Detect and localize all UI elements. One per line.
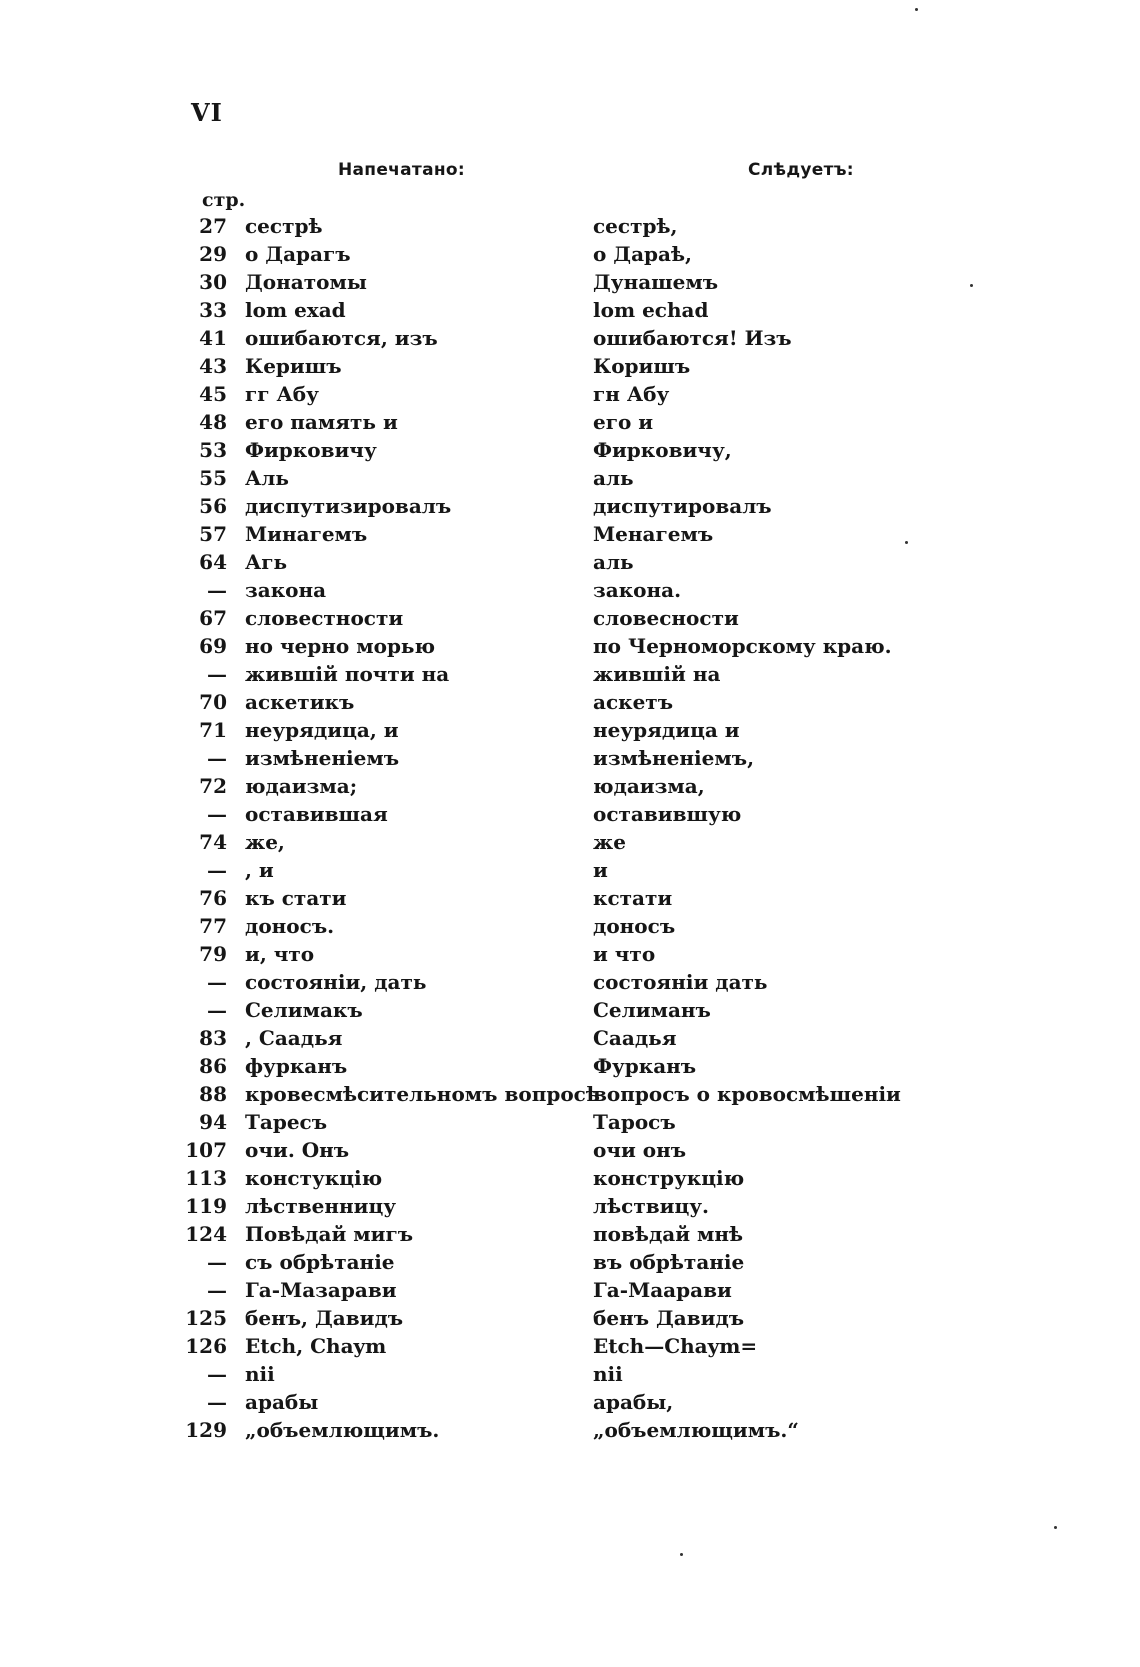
page-ref: 55 bbox=[199, 466, 227, 490]
printed-text: юдаизма; bbox=[245, 774, 358, 798]
printed-text: Фирковичу bbox=[245, 438, 377, 462]
correct-text: измѣненіемъ, bbox=[593, 746, 755, 770]
errata-row bbox=[0, 1164, 1140, 1192]
correct-text: закона. bbox=[593, 578, 682, 602]
page-number: VI bbox=[191, 98, 223, 127]
correct-text: его и bbox=[593, 410, 654, 434]
page-ref: 125 bbox=[185, 1306, 227, 1330]
correct-text: Фурканъ bbox=[593, 1054, 697, 1078]
printed-text: аскетикъ bbox=[245, 690, 355, 714]
correct-text: жившій на bbox=[593, 662, 721, 686]
correct-text: лѣствицу. bbox=[593, 1194, 710, 1218]
correct-text: и bbox=[593, 858, 608, 882]
correct-text: аль bbox=[593, 466, 634, 490]
printed-text: Донатомы bbox=[245, 270, 367, 294]
correct-text: Фирковичу, bbox=[593, 438, 732, 462]
correct-text: аль bbox=[593, 550, 634, 574]
page-ref: 72 bbox=[199, 774, 227, 798]
printed-text: закона bbox=[245, 578, 327, 602]
printed-text: Керишъ bbox=[245, 354, 342, 378]
page-ref: 129 bbox=[185, 1418, 227, 1442]
printed-text: о Дарагъ bbox=[245, 242, 351, 266]
errata-row bbox=[0, 912, 1140, 940]
printed-text: lom exad bbox=[245, 298, 346, 322]
errata-row bbox=[0, 604, 1140, 632]
page-ref: 56 bbox=[199, 494, 227, 518]
errata-row bbox=[0, 660, 1140, 688]
page-ref: 126 bbox=[185, 1334, 227, 1358]
page-ref: 29 bbox=[199, 242, 227, 266]
errata-row bbox=[0, 240, 1140, 268]
correct-text: сестрѣ, bbox=[593, 214, 678, 238]
errata-row bbox=[0, 520, 1140, 548]
errata-row bbox=[0, 492, 1140, 520]
correct-text: словесности bbox=[593, 606, 739, 630]
printed-text: гг Абу bbox=[245, 382, 319, 406]
errata-row bbox=[0, 1304, 1140, 1332]
page-ref: — bbox=[207, 970, 227, 994]
correct-text: въ обрѣтаніе bbox=[593, 1250, 745, 1274]
printed-text: арабы bbox=[245, 1390, 319, 1414]
page-ref: — bbox=[207, 998, 227, 1022]
errata-row bbox=[0, 576, 1140, 604]
correct-text: lom echad bbox=[593, 298, 709, 322]
errata-row bbox=[0, 1248, 1140, 1276]
printed-text: сестрѣ bbox=[245, 214, 323, 238]
correct-text: по Черноморскому краю. bbox=[593, 634, 892, 658]
page-ref: 43 bbox=[199, 354, 227, 378]
page-ref: — bbox=[207, 802, 227, 826]
errata-row bbox=[0, 352, 1140, 380]
errata-row bbox=[0, 1192, 1140, 1220]
errata-row bbox=[0, 996, 1140, 1024]
correct-text: состояніи дать bbox=[593, 970, 768, 994]
printed-text: , Саадья bbox=[245, 1026, 343, 1050]
errata-row bbox=[0, 1080, 1140, 1108]
page-ref: 69 bbox=[199, 634, 227, 658]
errata-row bbox=[0, 408, 1140, 436]
errata-row bbox=[0, 968, 1140, 996]
correct-text: арабы, bbox=[593, 1390, 674, 1414]
correct-text: же bbox=[593, 830, 626, 854]
printed-text: къ стати bbox=[245, 886, 347, 910]
printed-text: Etch, Chaym bbox=[245, 1334, 387, 1358]
printed-text: очи. Онъ bbox=[245, 1138, 350, 1162]
printed-text: диспутизировалъ bbox=[245, 494, 452, 518]
printed-text: измѣненіемъ bbox=[245, 746, 400, 770]
errata-row bbox=[0, 1276, 1140, 1304]
correct-text: Га-Маарави bbox=[593, 1278, 732, 1302]
page-ref: 71 bbox=[199, 718, 227, 742]
printed-column-header: Напечатано: bbox=[338, 160, 465, 180]
page-ref: 124 bbox=[185, 1222, 227, 1246]
correct-text: гн Абу bbox=[593, 382, 670, 406]
errata-row bbox=[0, 744, 1140, 772]
correct-text: аскетъ bbox=[593, 690, 674, 714]
correct-text: nii bbox=[593, 1362, 623, 1386]
page-ref: 64 bbox=[199, 550, 227, 574]
errata-row bbox=[0, 436, 1140, 464]
print-speck bbox=[915, 8, 918, 11]
correct-text: повѣдай мнѣ bbox=[593, 1222, 744, 1246]
printed-text: доносъ. bbox=[245, 914, 335, 938]
errata-row bbox=[0, 716, 1140, 744]
page-ref: 119 bbox=[185, 1194, 227, 1218]
errata-row bbox=[0, 1360, 1140, 1388]
page-ref: 107 bbox=[185, 1138, 227, 1162]
printed-text: Га-Мазарави bbox=[245, 1278, 397, 1302]
errata-row bbox=[0, 1332, 1140, 1360]
errata-row bbox=[0, 1024, 1140, 1052]
correct-text: и что bbox=[593, 942, 656, 966]
page-ref: — bbox=[207, 1362, 227, 1386]
correct-text: кстати bbox=[593, 886, 673, 910]
errata-row bbox=[0, 1416, 1140, 1444]
errata-row bbox=[0, 800, 1140, 828]
printed-text: и, что bbox=[245, 942, 315, 966]
errata-row bbox=[0, 212, 1140, 240]
page-ref: — bbox=[207, 1278, 227, 1302]
page-ref: — bbox=[207, 858, 227, 882]
page-ref: 57 bbox=[199, 522, 227, 546]
page-ref: 27 bbox=[199, 214, 227, 238]
printed-text: Таресъ bbox=[245, 1110, 328, 1134]
page-ref: 88 bbox=[199, 1082, 227, 1106]
correct-text: диспутировалъ bbox=[593, 494, 772, 518]
errata-row bbox=[0, 632, 1140, 660]
printed-text: же, bbox=[245, 830, 285, 854]
correct-text: бенъ Давидъ bbox=[593, 1306, 745, 1330]
printed-text: Повѣдай мигъ bbox=[245, 1222, 414, 1246]
printed-text: неурядица, и bbox=[245, 718, 399, 742]
errata-row bbox=[0, 464, 1140, 492]
page-ref: 113 bbox=[185, 1166, 227, 1190]
page-ref: 41 bbox=[199, 326, 227, 350]
errata-row bbox=[0, 772, 1140, 800]
printed-text: nii bbox=[245, 1362, 275, 1386]
page-ref: 53 bbox=[199, 438, 227, 462]
correct-text: Коришъ bbox=[593, 354, 691, 378]
print-speck bbox=[970, 284, 973, 287]
correct-text: очи онъ bbox=[593, 1138, 687, 1162]
correct-text: ошибаются! Изъ bbox=[593, 326, 792, 350]
page-ref: — bbox=[207, 662, 227, 686]
page-ref: — bbox=[207, 746, 227, 770]
page-ref: 33 bbox=[199, 298, 227, 322]
printed-text: состояніи, дать bbox=[245, 970, 427, 994]
errata-row bbox=[0, 1388, 1140, 1416]
print-speck bbox=[1054, 1526, 1057, 1529]
correct-text: доносъ bbox=[593, 914, 676, 938]
correct-text: Селиманъ bbox=[593, 998, 711, 1022]
printed-text: словестности bbox=[245, 606, 404, 630]
page-ref: — bbox=[207, 1390, 227, 1414]
page-ref: 77 bbox=[199, 914, 227, 938]
page-ref: 67 bbox=[199, 606, 227, 630]
page-ref: 74 bbox=[199, 830, 227, 854]
printed-text: , и bbox=[245, 858, 274, 882]
correct-text: Менагемъ bbox=[593, 522, 714, 546]
errata-row bbox=[0, 324, 1140, 352]
page-ref: 94 bbox=[199, 1110, 227, 1134]
printed-text: Агь bbox=[245, 550, 288, 574]
page-ref: — bbox=[207, 578, 227, 602]
errata-table bbox=[0, 212, 1140, 1444]
errata-row bbox=[0, 884, 1140, 912]
printed-text: лѣственницу bbox=[245, 1194, 397, 1218]
page-ref: 45 bbox=[199, 382, 227, 406]
correct-text: юдаизма, bbox=[593, 774, 705, 798]
printed-text: фурканъ bbox=[245, 1054, 348, 1078]
printed-text: кровесмѣсительномъ вопросѣ bbox=[245, 1082, 600, 1106]
errata-row bbox=[0, 268, 1140, 296]
page-ref: 83 bbox=[199, 1026, 227, 1050]
errata-row bbox=[0, 548, 1140, 576]
correct-text: Таросъ bbox=[593, 1110, 676, 1134]
errata-row bbox=[0, 1052, 1140, 1080]
errata-row bbox=[0, 296, 1140, 324]
printed-text: Аль bbox=[245, 466, 289, 490]
errata-row bbox=[0, 856, 1140, 884]
errata-row bbox=[0, 1108, 1140, 1136]
correct-text: Саадья bbox=[593, 1026, 677, 1050]
printed-text: Минагемъ bbox=[245, 522, 368, 546]
printed-text: его память и bbox=[245, 410, 398, 434]
errata-row bbox=[0, 1136, 1140, 1164]
page-column-header: стр. bbox=[202, 189, 246, 211]
printed-text: бенъ, Давидъ bbox=[245, 1306, 404, 1330]
errata-row bbox=[0, 828, 1140, 856]
printed-text: но черно морью bbox=[245, 634, 436, 658]
should-be-column-header: Слѣдуетъ: bbox=[748, 160, 854, 180]
errata-row bbox=[0, 1220, 1140, 1248]
page-ref: 30 bbox=[199, 270, 227, 294]
errata-row bbox=[0, 688, 1140, 716]
printed-text: съ обрѣтаніе bbox=[245, 1250, 395, 1274]
correct-text: Etch—Chaym= bbox=[593, 1334, 758, 1358]
correct-text: „объемлющимъ.“ bbox=[593, 1418, 799, 1442]
correct-text: о Дараѣ, bbox=[593, 242, 693, 266]
errata-row bbox=[0, 380, 1140, 408]
printed-text: ошибаются, изъ bbox=[245, 326, 438, 350]
page-ref: 79 bbox=[199, 942, 227, 966]
page-ref: 48 bbox=[199, 410, 227, 434]
errata-row bbox=[0, 940, 1140, 968]
print-speck bbox=[680, 1553, 683, 1556]
printed-text: Селимакъ bbox=[245, 998, 363, 1022]
correct-text: конструкцію bbox=[593, 1166, 745, 1190]
correct-text: оставившую bbox=[593, 802, 742, 826]
correct-text: вопросъ о кровосмѣшеніи bbox=[593, 1082, 901, 1106]
print-speck bbox=[905, 541, 908, 544]
printed-text: жившій почти на bbox=[245, 662, 450, 686]
printed-text: оставившая bbox=[245, 802, 388, 826]
printed-text: констукцію bbox=[245, 1166, 383, 1190]
page-ref: 70 bbox=[199, 690, 227, 714]
correct-text: неурядица и bbox=[593, 718, 740, 742]
printed-text: „объемлющимъ. bbox=[245, 1418, 440, 1442]
page-ref: 76 bbox=[199, 886, 227, 910]
page-ref: — bbox=[207, 1250, 227, 1274]
page-ref: 86 bbox=[199, 1054, 227, 1078]
correct-text: Дунашемъ bbox=[593, 270, 719, 294]
